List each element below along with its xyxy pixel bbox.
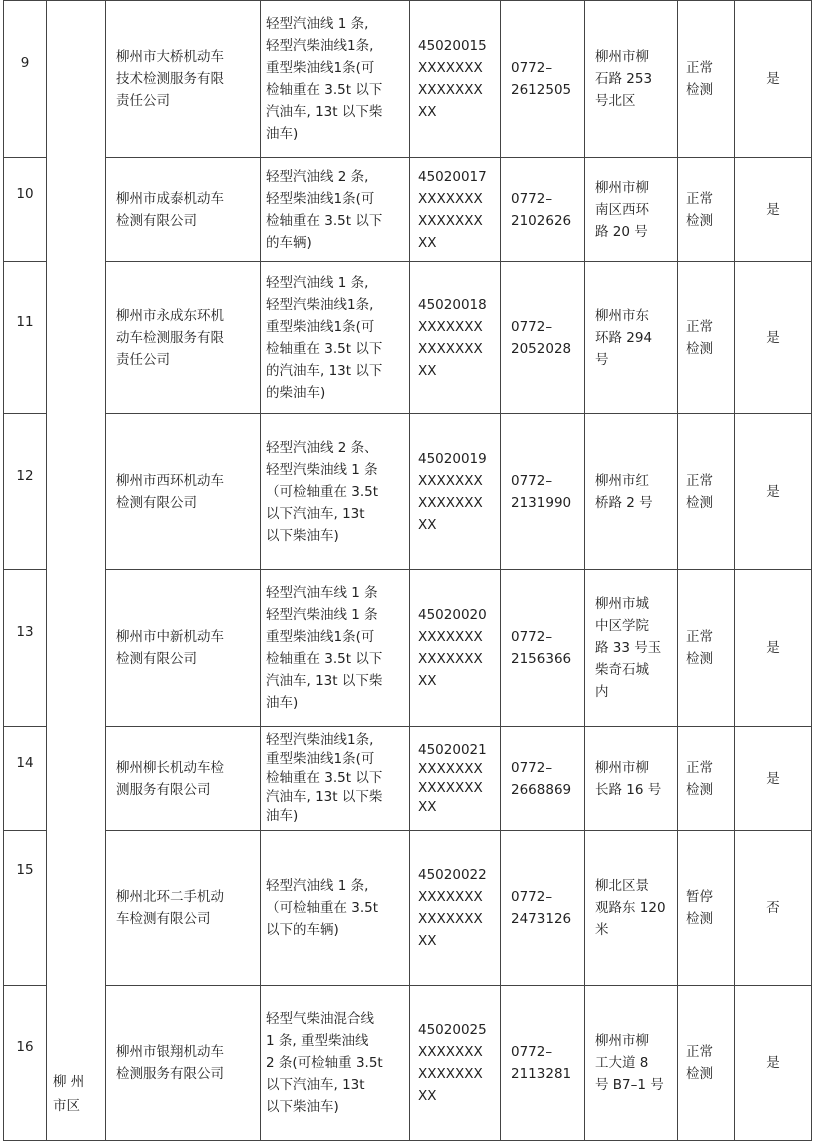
row-number-cell: 12: [4, 414, 47, 570]
company-name-cell: 柳州市中新机动车 检测有限公司: [106, 570, 261, 727]
table-row: [4, 986, 812, 1141]
row-number-cell: 11: [4, 262, 47, 414]
phone-cell: 0772– 2668869: [501, 727, 585, 831]
row-number-cell: 16: [4, 986, 47, 1141]
open-cell: 是: [735, 262, 812, 414]
station-code-cell: 45020018 XXXXXXX XXXXXXX XX: [410, 262, 501, 414]
table-row: [4, 831, 812, 986]
row-number-cell: 14: [4, 727, 47, 831]
address-cell: 柳州市柳 长路 16 号: [585, 727, 678, 831]
open-cell: 是: [735, 986, 812, 1141]
phone-cell: 0772– 2113281: [501, 986, 585, 1141]
table-row: [4, 262, 812, 414]
status-cell: 正常 检测: [678, 986, 735, 1141]
station-code-cell: 45020025 XXXXXXX XXXXXXX XX: [410, 986, 501, 1141]
company-name-cell: 柳州市永成东环机 动车检测服务有限 责任公司: [106, 262, 261, 414]
inspection-scope-cell: 轻型汽油线 1 条, 轻型汽柴油线1条, 重型柴油线1条(可 检轴重在 3.5t 以下 汽油车, 13t 以下柴 油车): [261, 1, 410, 158]
region-cell: 柳 州 市区: [47, 1, 106, 1141]
inspection-scope-cell: 轻型汽柴油线1条, 重型柴油线1条(可 检轴重在 3.5t 以下 汽油车, 13t 以下柴 油车): [261, 727, 410, 831]
address-cell: 柳州市东 环路 294 号: [585, 262, 678, 414]
status-cell: 正常 检测: [678, 1, 735, 158]
row-number-cell: 13: [4, 570, 47, 727]
station-code-cell: 45020017 XXXXXXX XXXXXXX XX: [410, 158, 501, 262]
company-name-cell: 柳州市银翔机动车 检测服务有限公司: [106, 986, 261, 1141]
table-row: [4, 1, 812, 158]
address-cell: 柳州市柳 石路 253 号北区: [585, 1, 678, 158]
address-cell: 柳北区景 观路东 120 米: [585, 831, 678, 986]
inspection-scope-cell: 轻型汽油线 2 条, 轻型柴油线1条(可 检轴重在 3.5t 以下 的车辆): [261, 158, 410, 262]
company-name-cell: 柳州市成泰机动车 检测有限公司: [106, 158, 261, 262]
address-cell: 柳州市城 中区学院 路 33 号玉 柴奇石城 内: [585, 570, 678, 727]
inspection-station-table: [3, 0, 812, 1141]
station-code-cell: 45020015 XXXXXXX XXXXXXX XX: [410, 1, 501, 158]
open-cell: 是: [735, 570, 812, 727]
open-cell: 是: [735, 158, 812, 262]
address-cell: 柳州市柳 南区西环 路 20 号: [585, 158, 678, 262]
station-code-cell: 45020022 XXXXXXX XXXXXXX XX: [410, 831, 501, 986]
status-cell: 正常 检测: [678, 414, 735, 570]
inspection-scope-cell: 轻型气柴油混合线 1 条, 重型柴油线 2 条(可检轴重 3.5t 以下汽油车, 13t 以下柴油车): [261, 986, 410, 1141]
inspection-scope-cell: 轻型汽油线 1 条, 轻型汽柴油线1条, 重型柴油线1条(可 检轴重在 3.5t 以下 的汽油车, 13t 以下 的柴油车): [261, 262, 410, 414]
status-cell: 正常 检测: [678, 262, 735, 414]
status-cell: 暂停 检测: [678, 831, 735, 986]
open-cell: 是: [735, 727, 812, 831]
company-name-cell: 柳州市大桥机动车 技术检测服务有限 责任公司: [106, 1, 261, 158]
table-row: [4, 158, 812, 262]
station-code-cell: 45020021 XXXXXXX XXXXXXX XX: [410, 727, 501, 831]
row-number-cell: 15: [4, 831, 47, 986]
phone-cell: 0772– 2102626: [501, 158, 585, 262]
status-cell: 正常 检测: [678, 727, 735, 831]
inspection-scope-cell: 轻型汽油线 1 条, （可检轴重在 3.5t 以下的车辆): [261, 831, 410, 986]
inspection-scope-cell: 轻型汽油线 2 条、 轻型汽柴油线 1 条 （可检轴重在 3.5t 以下汽油车, 13t 以下柴油车): [261, 414, 410, 570]
company-name-cell: 柳州柳长机动车检 测服务有限公司: [106, 727, 261, 831]
station-code-cell: 45020020 XXXXXXX XXXXXXX XX: [410, 570, 501, 727]
station-code-cell: 45020019 XXXXXXX XXXXXXX XX: [410, 414, 501, 570]
phone-cell: 0772– 2473126: [501, 831, 585, 986]
company-name-cell: 柳州北环二手机动 车检测有限公司: [106, 831, 261, 986]
row-number-cell: 9: [4, 1, 47, 158]
phone-cell: 0772– 2052028: [501, 262, 585, 414]
phone-cell: 0772– 2612505: [501, 1, 585, 158]
table-row: [4, 727, 812, 831]
phone-cell: 0772– 2131990: [501, 414, 585, 570]
inspection-scope-cell: 轻型汽油车线 1 条 轻型汽柴油线 1 条 重型柴油线1条(可 检轴重在 3.5t 以下 汽油车, 13t 以下柴 油车): [261, 570, 410, 727]
open-cell: 否: [735, 831, 812, 986]
row-number-cell: 10: [4, 158, 47, 262]
status-cell: 正常 检测: [678, 158, 735, 262]
table-row: [4, 570, 812, 727]
address-cell: 柳州市红 桥路 2 号: [585, 414, 678, 570]
company-name-cell: 柳州市西环机动车 检测有限公司: [106, 414, 261, 570]
phone-cell: 0772– 2156366: [501, 570, 585, 727]
table-row: [4, 414, 812, 570]
open-cell: 是: [735, 414, 812, 570]
open-cell: 是: [735, 1, 812, 158]
address-cell: 柳州市柳 工大道 8 号 B7–1 号: [585, 986, 678, 1141]
status-cell: 正常 检测: [678, 570, 735, 727]
